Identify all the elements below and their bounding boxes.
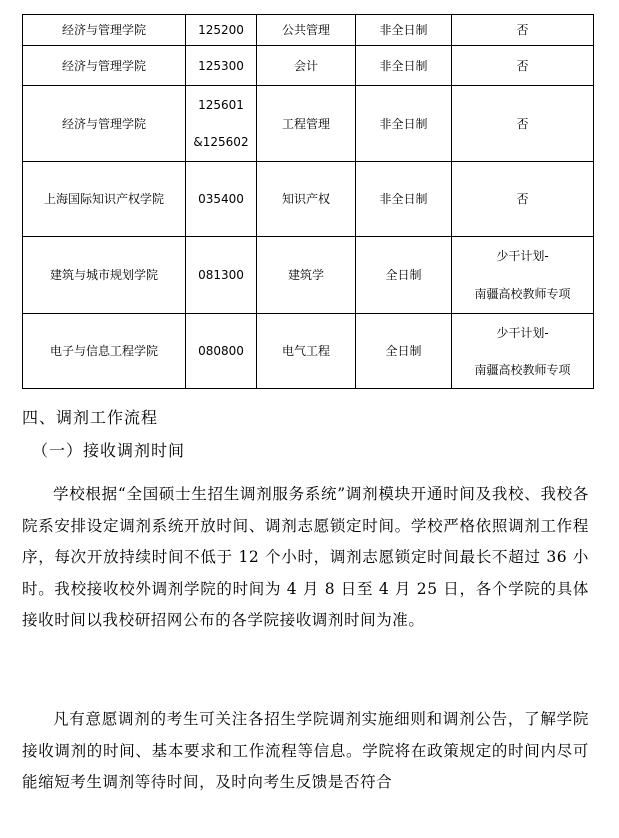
table-row <box>23 15 594 46</box>
study-mode-cell: 非全日制 <box>356 86 452 162</box>
special-plan-cell: 否 <box>452 15 594 46</box>
table-row <box>23 237 594 314</box>
major-name-cell: 知识产权 <box>257 162 356 237</box>
body-paragraph: 凡有意愿调剂的考生可关注各招生学院调剂实施细则和调剂公告，了解学院接收调剂的时间、基本要求和工作流程等信息。学院将在政策规定的时间内尽可能缩短考生调剂等待时间，及时向考生反馈是否符合 <box>22 710 589 791</box>
table-row <box>23 86 594 162</box>
special-plan-line: 少干计划- <box>496 325 549 340</box>
study-mode-cell: 非全日制 <box>356 162 452 237</box>
college-cell: 电子与信息工程学院 <box>23 314 186 389</box>
special-plan-line: 南疆高校教师专项 <box>474 362 571 377</box>
college-cell: 经济与管理学院 <box>23 15 186 46</box>
special-plan-line: 南疆高校教师专项 <box>474 287 571 301</box>
college-cell: 经济与管理学院 <box>23 46 186 86</box>
college-cell: 经济与管理学院 <box>23 86 186 162</box>
study-mode-cell: 全日制 <box>356 237 452 314</box>
major-code-cell: 080800 <box>186 314 257 389</box>
major-name-cell: 会计 <box>257 46 356 86</box>
table-row <box>23 314 594 389</box>
major-name-cell: 工程管理 <box>257 86 356 162</box>
special-plan-cell: 否 <box>452 46 594 86</box>
special-plan-cell: 否 <box>452 162 594 237</box>
admission-table <box>22 14 594 389</box>
major-name-cell: 公共管理 <box>257 15 356 46</box>
major-code-cell: 081300 <box>186 237 257 314</box>
study-mode-cell: 非全日制 <box>356 46 452 86</box>
body-paragraph: 学校根据“全国硕士生招生调剂服务系统”调剂模块开通时间及我校、我校各院系安排设定调剂系统开放时间、调剂志愿锁定时间。学校严格依照调剂工作程序，每次开放持续时间不低于 12 个小时，调剂志愿锁定时间最长不超过 36 小时。我校接收校外调剂学院的时间为 4 月 8 日至 4 月 25 日，各个学院的具体接收时间以我校研招网公布的各学院接收调剂时间为准。 <box>22 485 589 629</box>
study-mode-cell: 非全日制 <box>356 15 452 46</box>
college-cell: 建筑与城市规划学院 <box>23 237 186 314</box>
special-plan-cell: 否 <box>452 86 594 162</box>
major-code-line: 125601 <box>198 97 244 112</box>
table-row <box>23 162 594 237</box>
subsection-heading: （一）接收调剂时间 <box>32 441 186 460</box>
major-code-cell: 035400 <box>186 162 257 237</box>
major-code-cell: 125200 <box>186 15 257 46</box>
table-row <box>23 46 594 86</box>
special-plan-line: 少干计划- <box>496 249 549 263</box>
major-code-cell <box>186 86 257 162</box>
college-cell: 上海国际知识产权学院 <box>23 162 186 237</box>
study-mode-cell: 全日制 <box>356 314 452 389</box>
special-plan-cell <box>452 237 594 314</box>
major-code-cell: 125300 <box>186 46 257 86</box>
major-name-cell: 建筑学 <box>257 237 356 314</box>
special-plan-cell <box>452 314 594 389</box>
major-code-line: &125602 <box>193 135 249 150</box>
section-heading: 四、调剂工作流程 <box>22 408 159 427</box>
major-name-cell: 电气工程 <box>257 314 356 389</box>
